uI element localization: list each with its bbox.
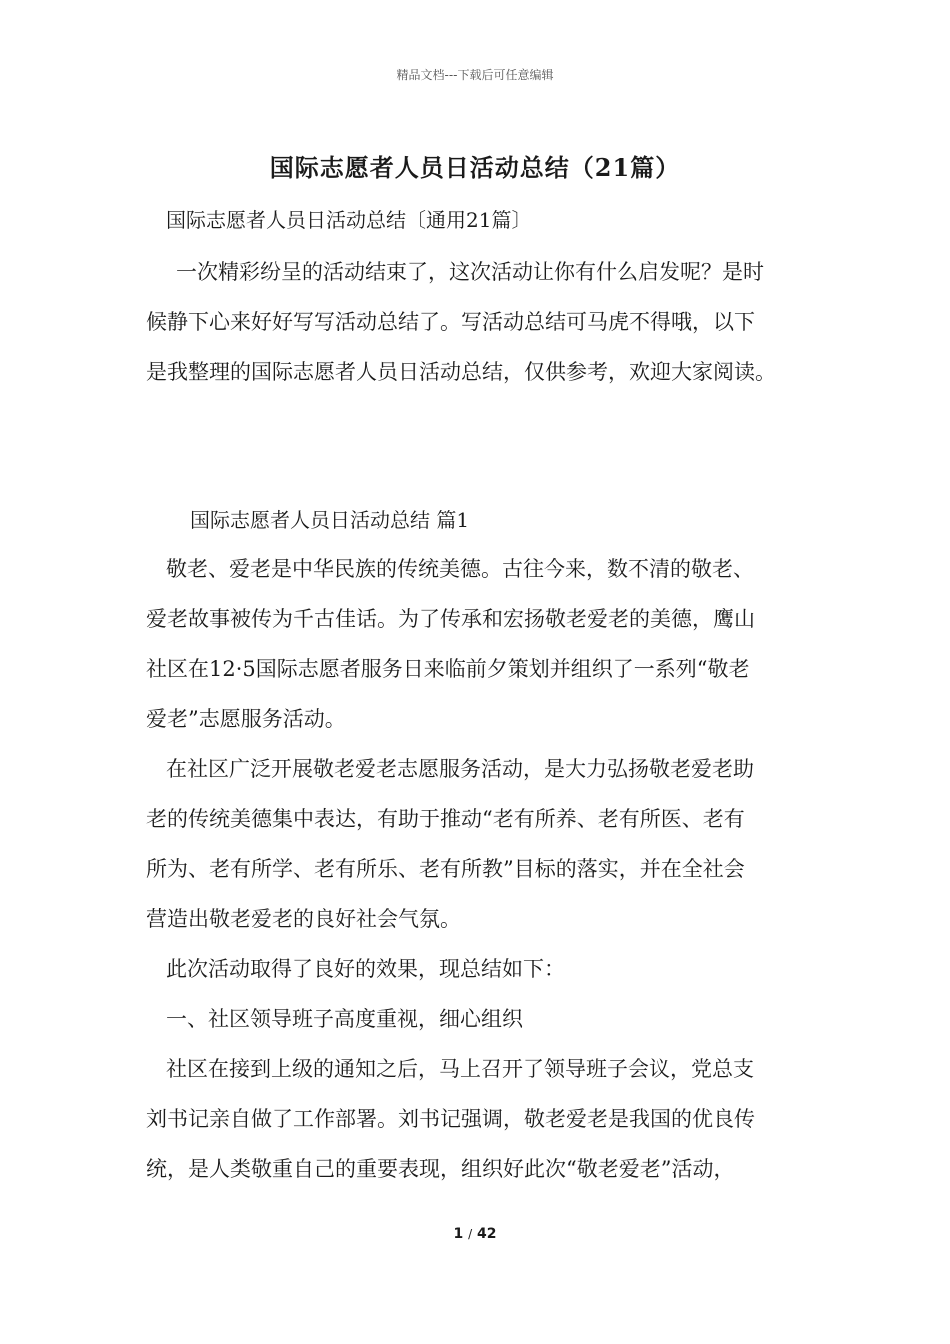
body-line: 敬老、爱老是中华民族的传统美德。古往今来，数不清的敬老、: [166, 557, 754, 581]
body-line: 爱老故事被传为千古佳话。为了传承和宏扬敬老爱老的美德，鹰山: [146, 607, 755, 631]
header-note: 精品文档---下载后可任意编辑: [396, 68, 554, 82]
body-line: 此次活动取得了良好的效果，现总结如下：: [166, 957, 565, 981]
body-line: 爱老”志愿服务活动。: [146, 707, 346, 731]
body-line: 社区在12·5国际志愿者服务日来临前夕策划并组织了一系列“敬老: [146, 657, 750, 681]
document-subtitle: 国际志愿者人员日活动总结〔通用21篇〕: [166, 208, 532, 232]
section-heading: 国际志愿者人员日活动总结 篇1: [190, 508, 470, 532]
page-number: [0, 1226, 950, 1242]
body-line: 统，是人类敬重自己的重要表现，组织好此次“敬老爱老”活动，: [146, 1157, 735, 1181]
body-line: 社区在接到上级的通知之后，马上召开了领导班子会议，党总支: [166, 1057, 754, 1081]
intro-line: 候静下心来好好写写活动总结了。写活动总结可马虎不得哦，以下: [146, 310, 755, 334]
body-line: 刘书记亲自做了工作部署。刘书记强调，敬老爱老是我国的优良传: [146, 1107, 755, 1131]
body-line: 营造出敬老爱老的良好社会气氛。: [146, 907, 461, 931]
page-current: 1: [453, 1226, 464, 1242]
body-line: 所为、老有所学、老有所乐、老有所教”目标的落实，并在全社会: [146, 857, 745, 881]
intro-line: 是我整理的国际志愿者人员日活动总结，仅供参考，欢迎大家阅读。: [146, 360, 776, 384]
document-title: 国际志愿者人员日活动总结（21篇）: [269, 153, 681, 182]
body-line: 在社区广泛开展敬老爱老志愿服务活动，是大力弘扬敬老爱老助: [166, 757, 754, 781]
page-separator: /: [468, 1227, 473, 1241]
body-line: 一、社区领导班子高度重视，细心组织: [166, 1007, 523, 1031]
page-total: 42: [477, 1226, 497, 1242]
body-line: 老的传统美德集中表达，有助于推动“老有所养、老有所医、老有: [146, 807, 745, 831]
intro-line: 一次精彩纷呈的活动结束了，这次活动让你有什么启发呢？是时: [176, 260, 764, 284]
